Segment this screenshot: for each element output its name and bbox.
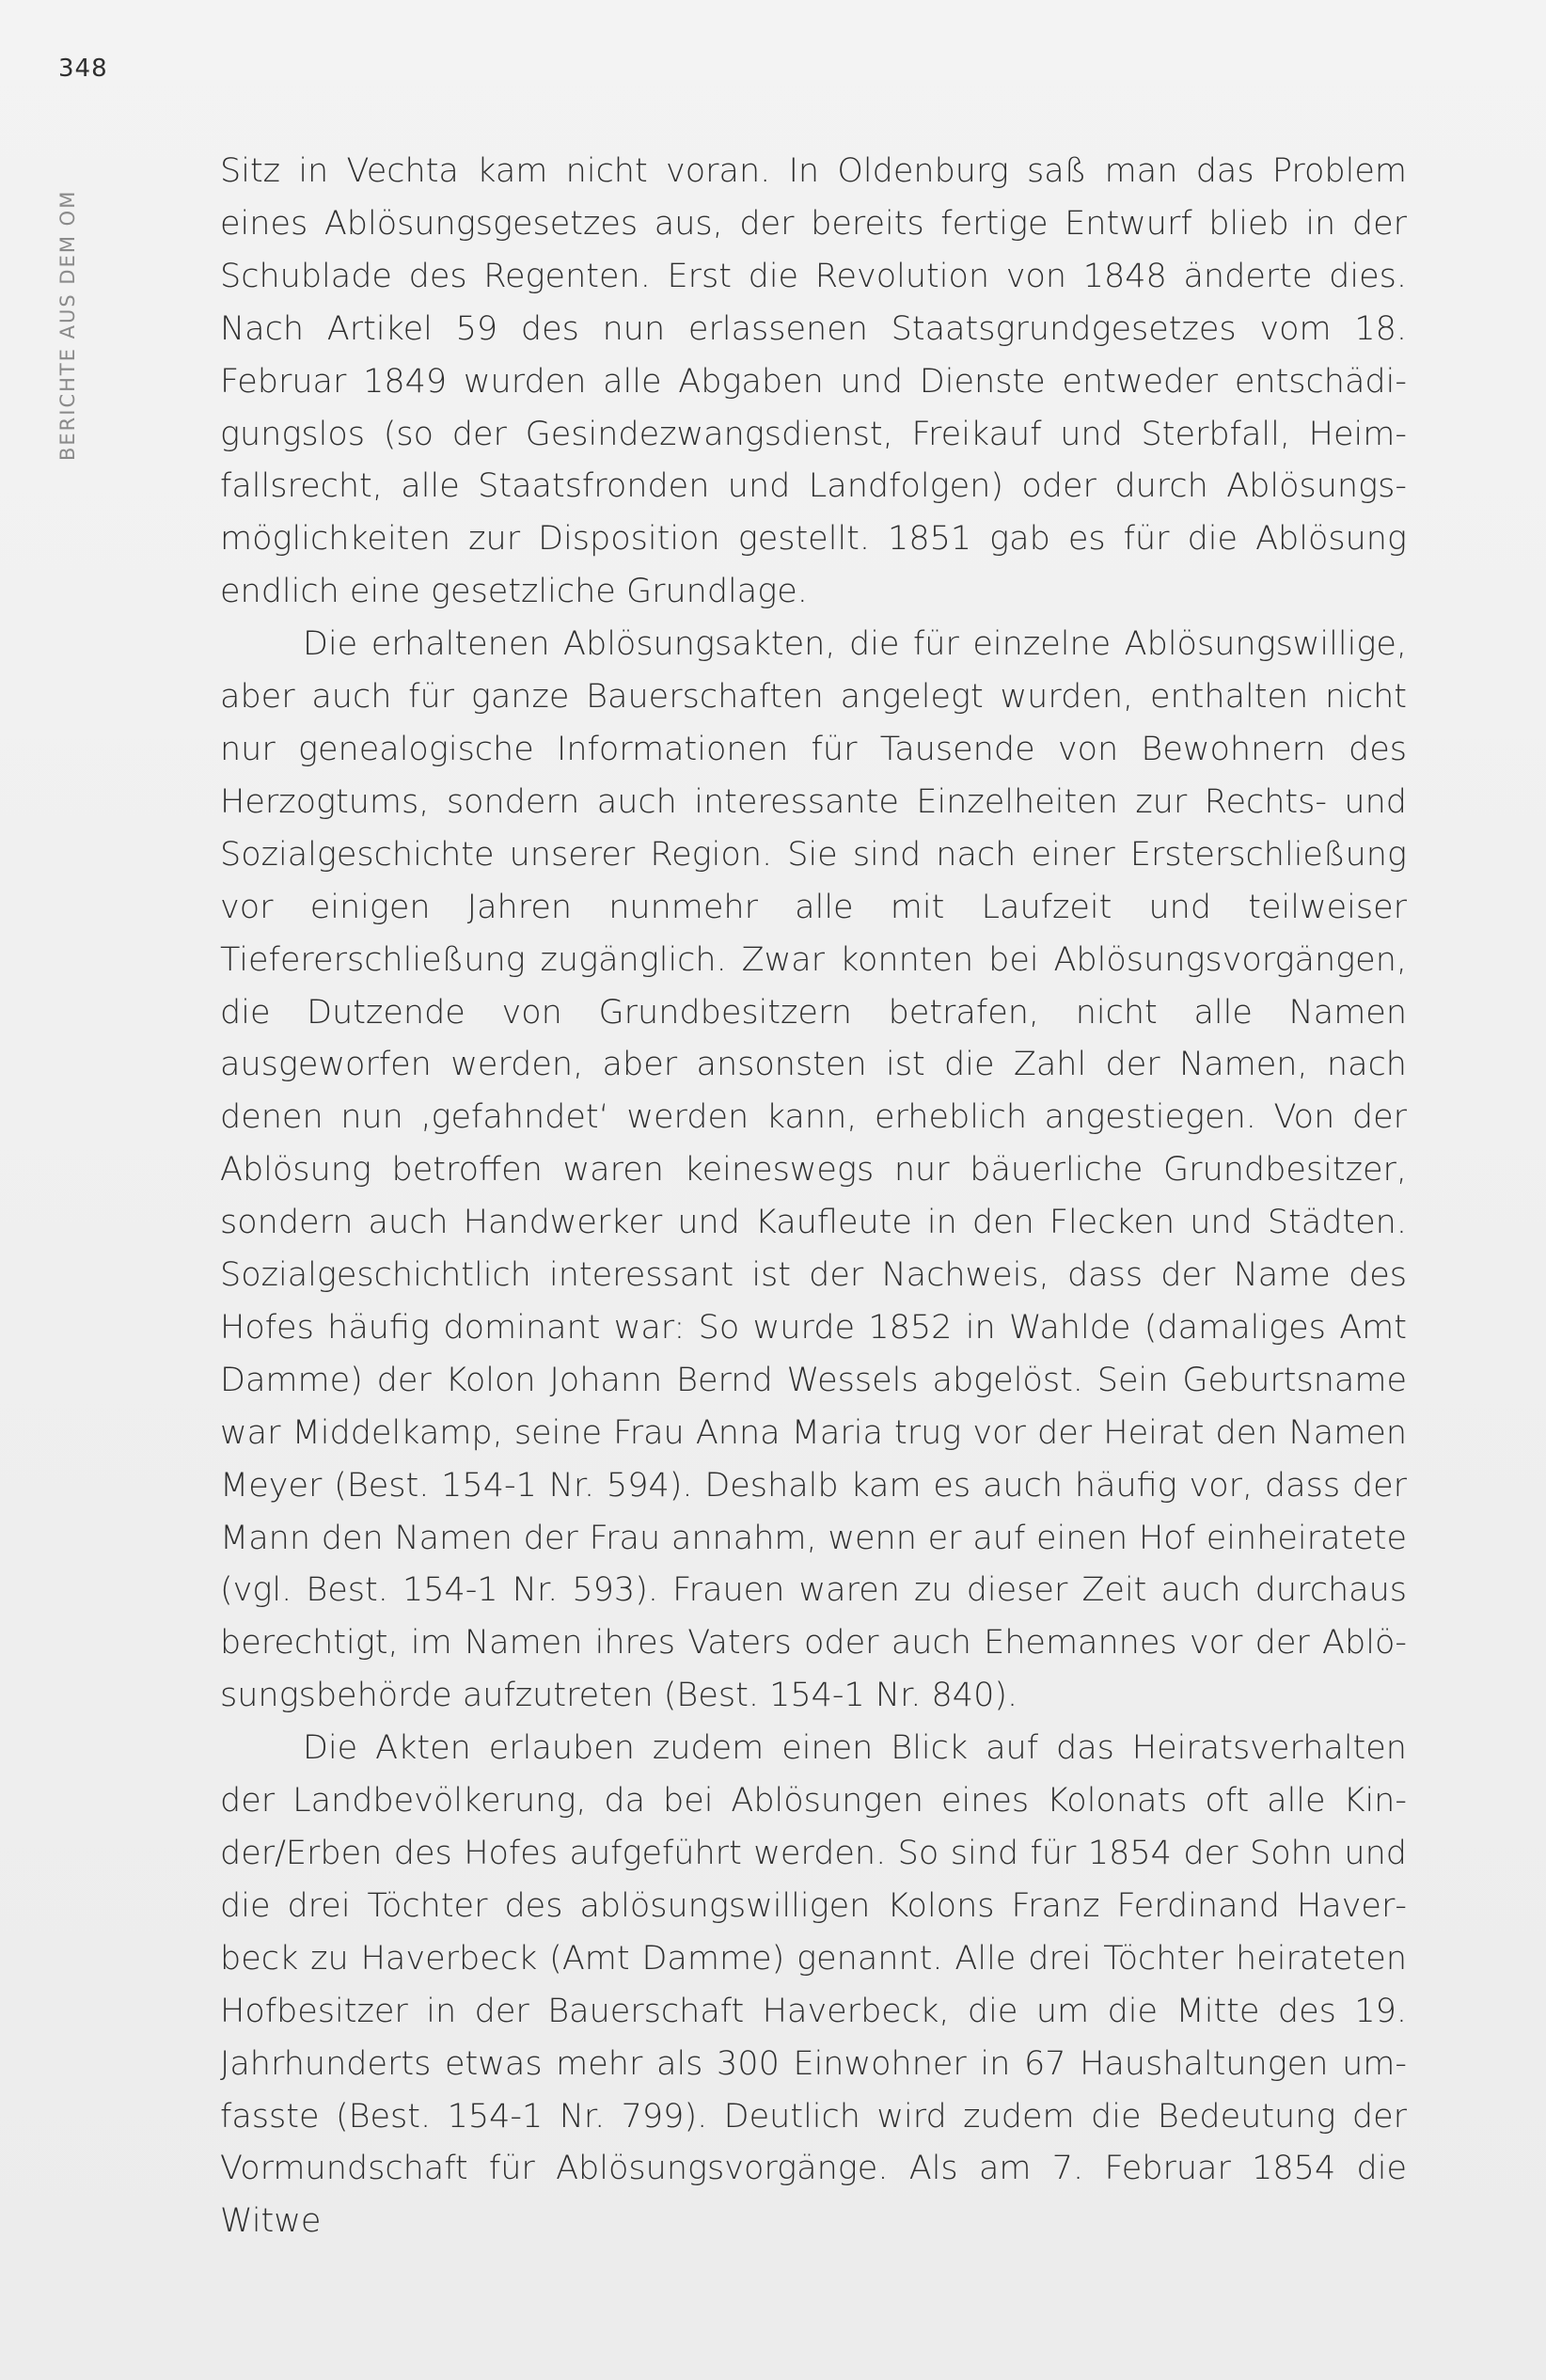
body-text [220, 146, 1407, 2248]
paragraph-3: Die Akten erlauben zudem einen Blick auf das Heiratsverhalten der Landbevölkerung, da bei Ablösungen eines Kolonats oft alle Kinder/Erben des Hofes aufgeführt werden. So sind für 1854 der Sohn und die drei Töchter des ablösungswilligen Kolons Franz Ferdinand Haverbeck zu Haverbeck (Amt Damme) genannt. Alle drei Töchter heirateten Hofbesitzer in der Bauerschaft Haverbeck, die um die Mitte des 19. Jahrhunderts etwas mehr als 300 Einwohner in 67 Haushaltungen umfasste (Best. 154-1 Nr. 799). Deutlich wird zudem die Bedeutung der Vormundschaft für Ablösungsvorgänge. Als am 7. Februar 1854 die Witwe [220, 1729, 1407, 2241]
paragraph-1: Sitz in Vechta kam nicht voran. In Oldenburg saß man das Problem eines Ablösungsgesetzes aus, der bereits fertige Entwurf blieb in der Schublade des Regenten. Erst die Revolution von 1848 änderte dies. Nach Artikel 59 des nun erlassenen Staatsgrundgesetzes vom 18. Februar 1849 wurden alle Abgaben und Dienste entweder entschädigungslos (so der Gesindezwangsdienst, Freikauf und Sterbfall, Heimfallsrecht, alle Staatsfronden und Landfolgen) oder durch Ablösungsmöglichkeiten zur Disposition gestellt. 1851 gab es für die Ablösung endlich eine gesetzliche Grundlage. [220, 152, 1407, 611]
page-number: 348 [58, 55, 108, 83]
running-head: BERICHTE AUS DEM OM [56, 189, 79, 461]
paragraph-2: Die erhaltenen Ablösungsakten, die für einzelne Ablösungswillige, aber auch für ganze Bauerschaften angelegt wurden, enthalten nicht nur genealogische Informationen für Tausende von Bewohnern des Herzogtums, sondern auch interessante Einzelheiten zur Rechts- und Sozialgeschichte unserer Region. Sie sind nach einer Ersterschließung vor einigen Jahren nunmehr alle mit Laufzeit und teilweiser Tiefererschließung zugänglich. Zwar konnten bei Ablösungsvorgängen, die Dutzende von Grundbesitzern betrafen, nicht alle Namen ausgeworfen werden, aber ansonsten ist die Zahl der Namen, nach denen nun ‚gefahndet‘ werden kann, erheblich angestiegen. Von der Ablösung betroffen waren keineswegs nur bäuerliche Grundbesitzer, sondern auch Handwerker und Kaufleute in den Flecken und Städten. Sozialgeschichtlich interessant ist der Nachweis, dass der Name des Hofes häufig dominant war: So wurde 1852 in Wahlde (damaliges Amt Damme) der Kolon Johann Bernd Wessels abgelöst. Sein Geburtsname war Middelkamp, seine Frau Anna Maria trug vor der Heirat den Namen Meyer (Best. 154-1 Nr. 594). Deshalb kam es auch häufig vor, dass der Mann den Namen der Frau annahm, wenn er auf einen Hof einheiratete (vgl. Best. 154-1 Nr. 593). Frauen waren zu dieser Zeit auch durchaus berechtigt, im Namen ihres Vaters oder auch Ehemannes vor der Ablösungsbehörde aufzutreten (Best. 154-1 Nr. 840). [220, 625, 1407, 1715]
